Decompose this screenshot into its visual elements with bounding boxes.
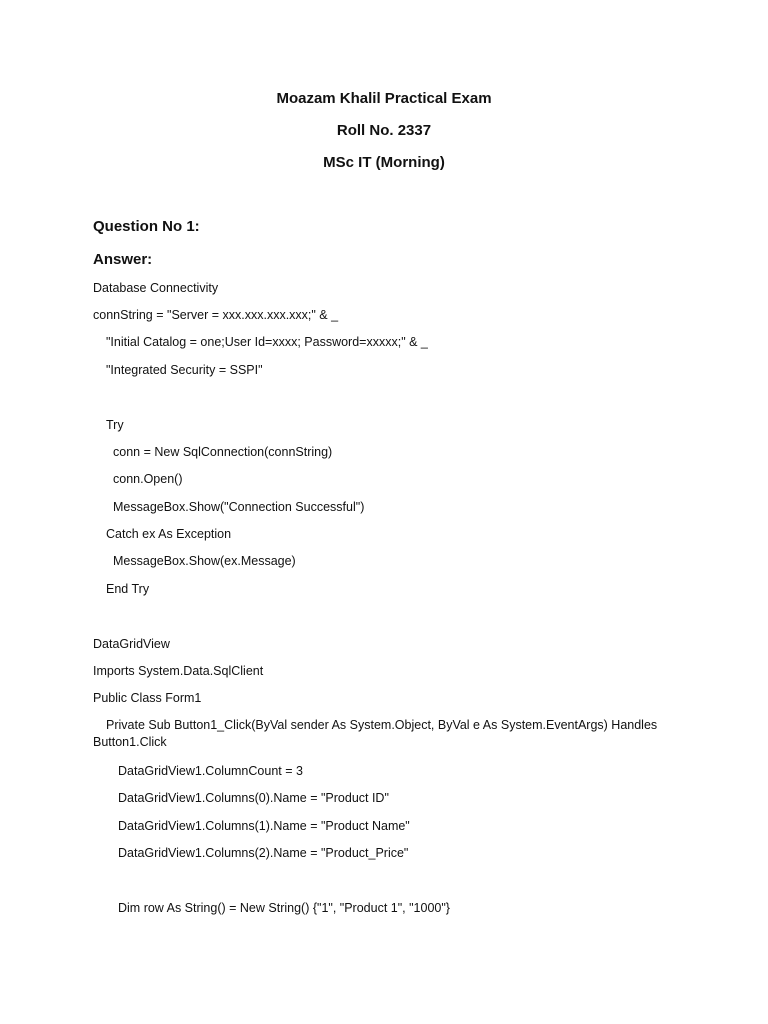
code-line: MessageBox.Show("Connection Successful") [113,500,365,514]
exam-title: Moazam Khalil Practical Exam [276,90,492,107]
code-line: Public Class Form1 [93,691,202,705]
code-line: Try [106,418,124,432]
section-heading-db: Database Connectivity [93,281,219,295]
code-line: DataGridView1.Columns(1).Name = "Product Name" [118,819,410,833]
code-line: DataGridView1.ColumnCount = 3 [118,764,303,778]
code-line: Catch ex As Exception [106,527,232,541]
question-label: Question No 1: [93,218,200,235]
code-line: Private Sub Button1_Click(ByVal sender As System.Object, ByVal e As System.EventArgs) Handles Button1.Click [93,718,658,749]
section-heading-dgv: DataGridView [93,637,170,651]
code-line: connString = "Server = xxx.xxx.xxx.xxx;" & _ [93,308,339,322]
code-line: conn = New SqlConnection(connString) [113,445,333,459]
code-line: MessageBox.Show(ex.Message) [113,554,296,568]
roll-number: Roll No. 2337 [336,122,432,139]
answer-label: Answer: [93,251,153,268]
code-line: Imports System.Data.SqlClient [93,664,264,678]
code-line: Dim row As String() = New String() {"1", "Product 1", "1000"} [118,901,450,915]
program-name: MSc IT (Morning) [323,154,445,171]
code-line: DataGridView1.Columns(2).Name = "Product_Price" [118,846,409,860]
code-line: DataGridView1.Columns(0).Name = "Product ID" [118,791,389,805]
code-line: End Try [106,582,150,596]
code-line: "Integrated Security = SSPI" [106,363,263,377]
code-line: "Initial Catalog = one;User Id=xxxx; Password=xxxxx;" & _ [106,335,428,349]
code-line: conn.Open() [113,472,183,486]
